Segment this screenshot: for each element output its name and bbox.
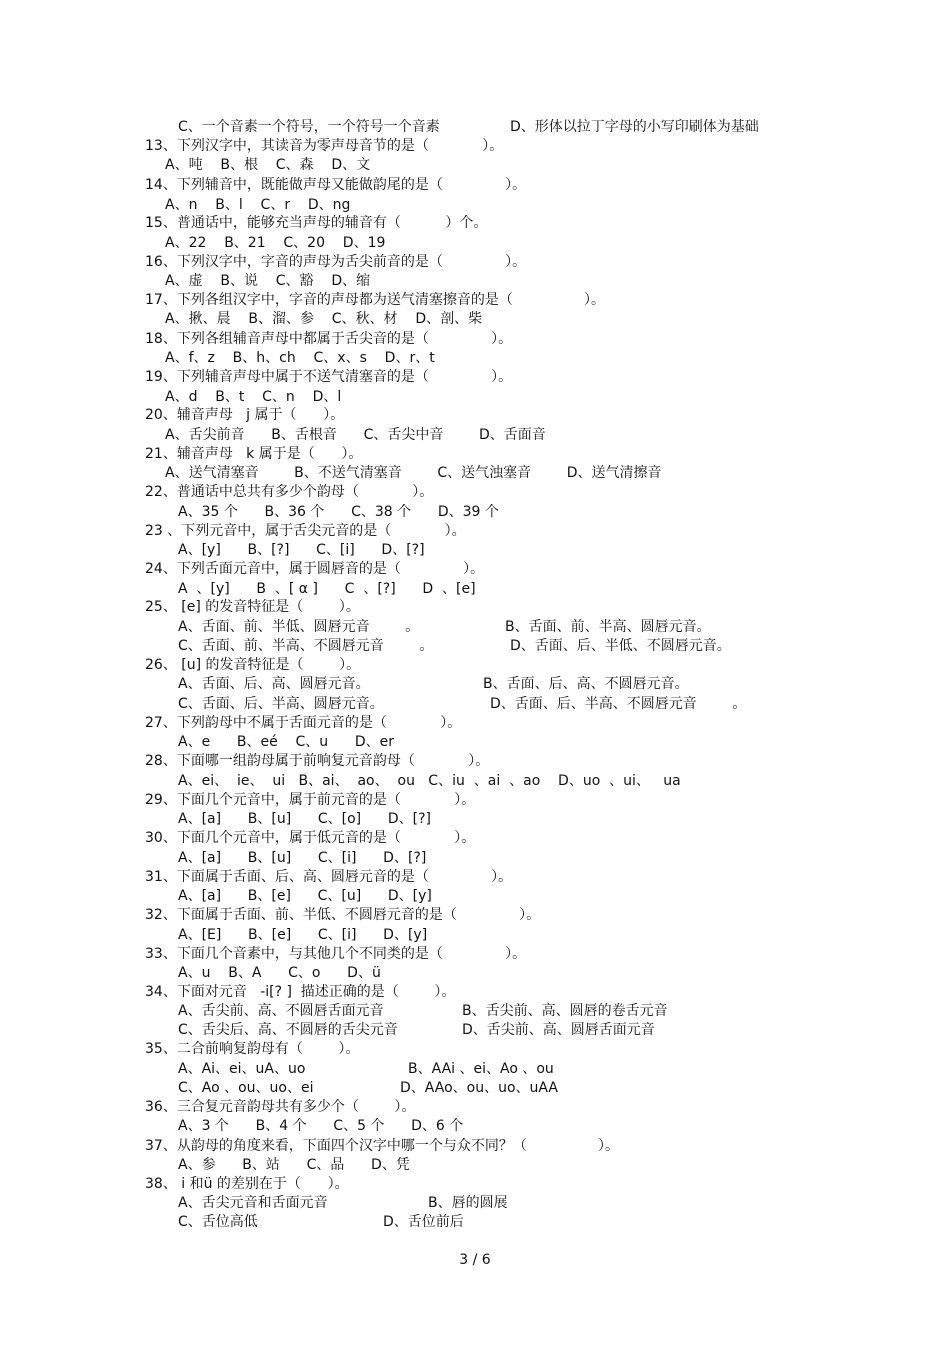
text-line-l55: 38、 i 和ü 的差别在于（ ）。	[145, 1176, 349, 1192]
text-line-l50b: D、AAo、ou、uo、uAA	[400, 1080, 558, 1096]
text-line-l18: A、送气清塞音 B、不送气清塞音 C、送气浊塞音 D、送气清擦音	[165, 465, 662, 481]
text-line-l52: A、3 个 B、4 个 C、5 个 D、6 个	[178, 1118, 464, 1134]
text-line-l23: 24、下列舌面元音中，属于圆唇音的是（ ）。	[145, 561, 485, 577]
text-line-l29: A、舌面、后、高、圆唇元音。	[178, 676, 370, 692]
text-line-l24: A 、[y] B 、[ α ] C 、[?] D 、[e]	[178, 581, 476, 597]
text-line-l26b: B、舌面、前、半高、圆唇元音。	[505, 619, 711, 635]
text-line-l56: A、舌尖元音和舌面元音	[178, 1195, 328, 1211]
text-line-l0b: D、形体以拉丁字母的小写印刷体为基础	[510, 119, 759, 135]
text-line-l17: 21、辅音声母 k 属于是（ ）。	[145, 446, 363, 462]
text-line-l41: 32、下面属于舌面、前、半低、不圆唇元音的是（ ）。	[145, 907, 541, 923]
text-line-l1: 13、下列汉字中，其读音为零声母音节的是（ ）。	[145, 138, 504, 154]
text-line-l46: A、舌尖前、高、不圆唇舌面元音	[178, 1003, 384, 1019]
text-line-l27: C、舌面、前、半高、不圆唇元音 。	[178, 638, 434, 654]
text-line-l39: 31、下面属于舌面、后、高、圆唇元音的是（ ）。	[145, 869, 513, 885]
text-line-l54: A、参 B、站 C、品 D、凭	[178, 1157, 410, 1173]
text-line-l36: A、[a] B、[u] C、[o] D、[?]	[178, 811, 431, 827]
text-line-l9: 17、下列各组汉字中，字音的声母都为送气清塞擦音的是（ ）。	[145, 292, 606, 308]
text-line-l30b: D、舌面、后、半高、不圆唇元音 。	[490, 696, 747, 712]
text-line-l50: C、Ao 、ou、uo、ei	[178, 1080, 314, 1096]
text-line-l2: A、吨 B、根 C、森 D、文	[165, 157, 371, 173]
text-line-l8: A、虚 B、说 C、豁 D、缩	[165, 273, 371, 289]
text-line-l20: A、35 个 B、36 个 C、38 个 D、39 个	[178, 504, 499, 520]
text-line-l5: 15、普通话中，能够充当声母的辅音有（ ）个。	[145, 215, 488, 231]
text-line-l46b: B、舌尖前、高、圆唇的卷舌元音	[462, 1003, 668, 1019]
text-line-l35: 29、下面几个元音中，属于前元音的是（ ）。	[145, 792, 476, 808]
page-number: 3 / 6	[459, 1252, 491, 1268]
text-line-l15: 20、辅音声母 j 属于（ ）。	[145, 407, 345, 423]
text-line-l56b: B、唇的圆展	[428, 1195, 508, 1211]
text-line-l57b: D、舌位前后	[383, 1214, 464, 1230]
text-line-l47b: D、舌尖前、高、圆唇舌面元音	[462, 1022, 655, 1038]
text-line-l22: A、[y] B、[?] C、[i] D、[?]	[178, 542, 425, 558]
text-line-l21: 23 、下列元音中，属于舌尖元音的是（ ）。	[145, 523, 466, 539]
text-line-l48: 35、二合前响复韵母有（ ）。	[145, 1041, 360, 1057]
text-line-l19: 22、普通话中总共有多少个韵母（ ）。	[145, 484, 434, 500]
text-line-l26: A、舌面、前、半低、圆唇元音 。	[178, 619, 420, 635]
text-line-l37: 30、下面几个元音中，属于低元音的是（ ）。	[145, 830, 476, 846]
text-line-l0: C、一个音素一个符号，一个符号一个音素	[178, 119, 440, 135]
text-line-l34: A、ei、 ie、 ui B、ai、 ao、 ou C、iu 、ai 、ao D、uo 、ui、 ua	[178, 773, 681, 789]
text-line-l42: A、[E] B、[e] C、[i] D、[y]	[178, 927, 428, 943]
text-line-l7: 16、下列汉字中，字音的声母为舌尖前音的是（ ）。	[145, 254, 527, 270]
text-line-l51: 36、三合复元音韵母共有多少个（ ）。	[145, 1099, 416, 1115]
text-line-l29b: B、舌面、后、高、不圆唇元音。	[483, 676, 689, 692]
text-line-l57: C、舌位高低	[178, 1214, 258, 1230]
text-line-l31: 27、下列韵母中不属于舌面元音的是（ ）。	[145, 715, 462, 731]
text-line-l32: A、e B、eé C、u D、er	[178, 734, 395, 750]
text-line-l43: 33、下面几个音素中，与其他几个不同类的是（ ）。	[145, 946, 527, 962]
text-line-l25: 25、 [e] 的发音特征是（ ）。	[145, 599, 360, 615]
text-line-l11: 18、下列各组辅音声母中都属于舌尖音的是（ ）。	[145, 331, 513, 347]
text-line-l49: A、Ai、ei、uA、uo	[178, 1061, 306, 1077]
text-line-l38: A、[a] B、[u] C、[i] D、[?]	[178, 850, 427, 866]
text-line-l33: 28、下面哪一组韵母属于前响复元音韵母（ ）。	[145, 753, 490, 769]
text-line-l27b: D、舌面、后、半低、不圆唇元音。	[510, 638, 731, 654]
text-line-l12: A、f、z B、h、ch C、x、s D、r、t	[165, 350, 435, 366]
text-line-l3: 14、下列辅音中，既能做声母又能做韵尾的是（ ）。	[145, 177, 527, 193]
text-line-l44: A、u B、A C、o D、ü	[178, 965, 381, 981]
text-line-l16: A、舌尖前音 B、舌根音 C、舌尖中音 D、舌面音	[165, 427, 546, 443]
text-line-l10: A、揪、晨 B、溜、参 C、秋、材 D、剖、柴	[165, 311, 483, 327]
text-line-l6: A、22 B、21 C、20 D、19	[165, 235, 386, 251]
text-line-l45: 34、下面对元音 -i[? ] 描述正确的是（ ）。	[145, 984, 456, 1000]
text-line-l28: 26、 [u] 的发音特征是（ ）。	[145, 657, 361, 673]
text-line-l30: C、舌面、后、半高、圆唇元音。	[178, 696, 384, 712]
text-line-l14: A、d B、t C、n D、l	[165, 389, 342, 405]
text-line-l53: 37、从韵母的角度来看，下面四个汉字中哪一个与众不同？（ ）。	[145, 1138, 620, 1154]
text-line-l4: A、n B、l C、r D、ng	[165, 197, 351, 213]
text-line-l49b: B、AAi 、ei、Ao 、ou	[408, 1061, 554, 1077]
text-line-l47: C、舌尖后、高、不圆唇的舌尖元音	[178, 1022, 398, 1038]
text-line-l40: A、[a] B、[e] C、[u] D、[y]	[178, 888, 432, 904]
text-line-l13: 19、下列辅音声母中属于不送气清塞音的是（ ）。	[145, 369, 513, 385]
